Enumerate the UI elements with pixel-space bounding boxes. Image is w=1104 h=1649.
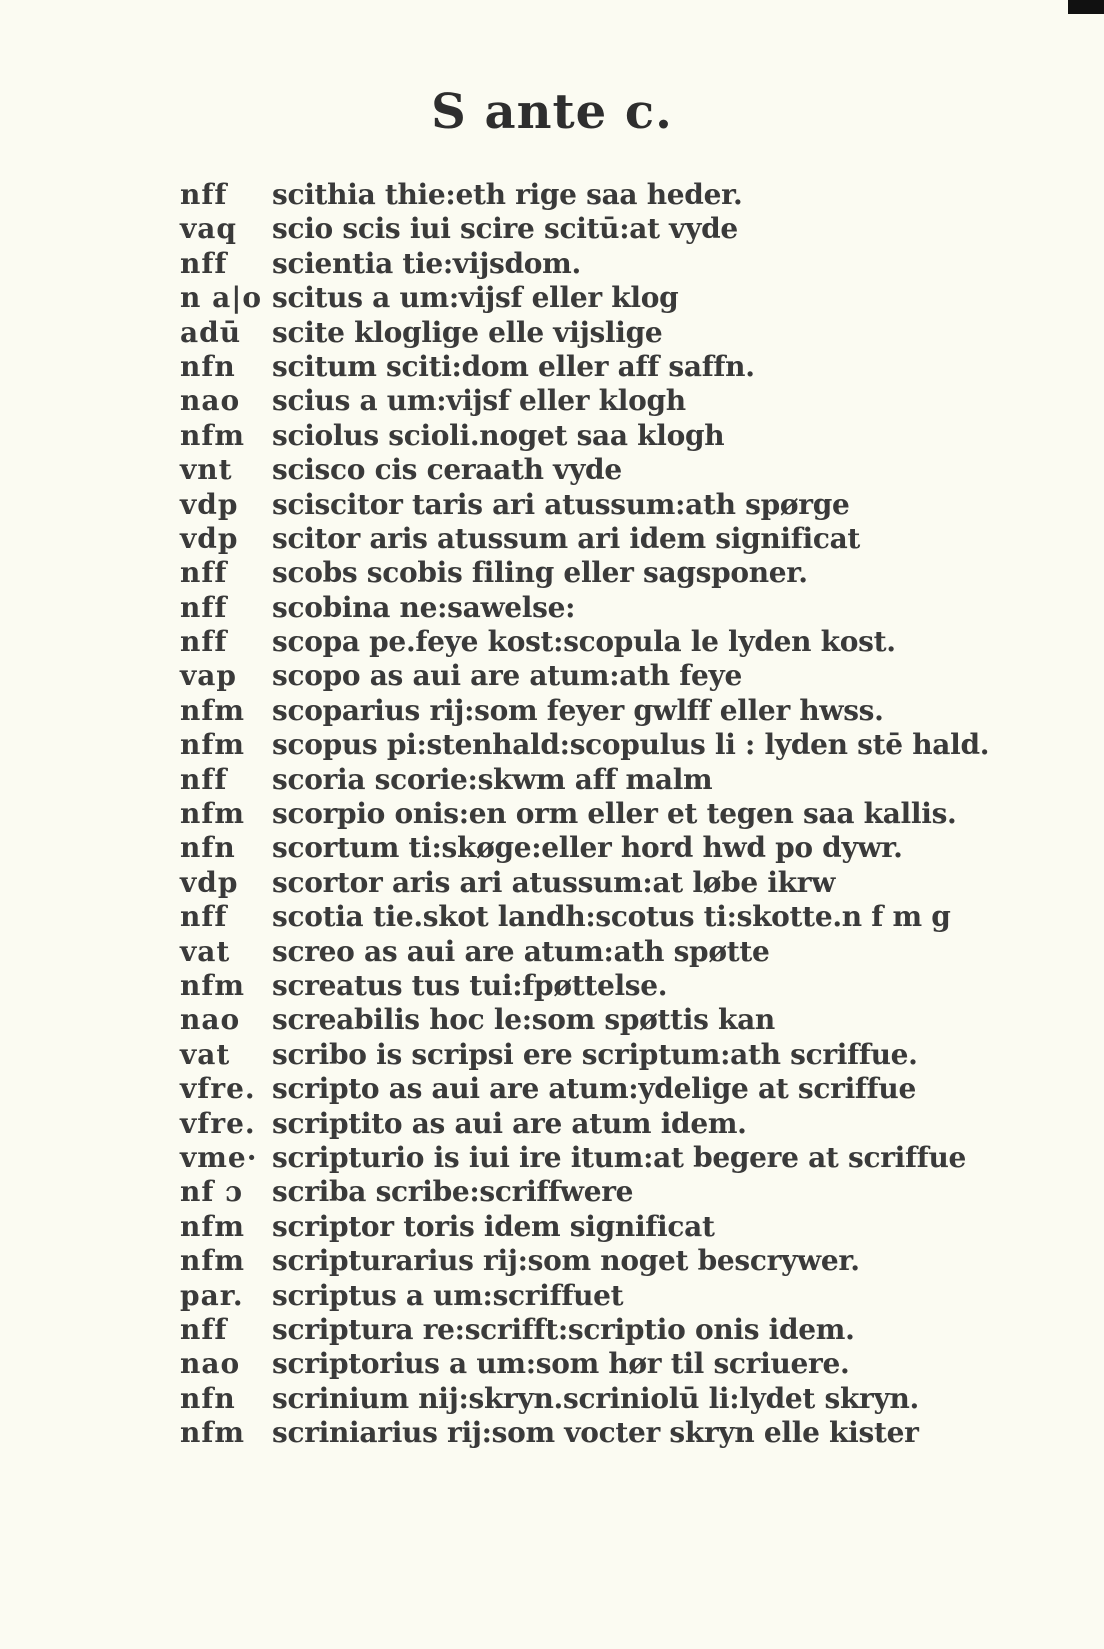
entry-grammar-tag: nao [180,1347,241,1381]
entry-row [180,659,960,693]
entry-row [180,1175,960,1209]
entry-text: scio scis iui scire scitū:at vyde [272,212,738,246]
entry-grammar-tag: vdp [180,865,239,899]
entry-grammar-tag: nfm [180,728,246,762]
entry-text: scriba scribe:scriffwere [272,1175,634,1209]
entry-text: screatus tus tui:fpøttelse. [272,968,668,1002]
entry-row [180,488,960,522]
entry-row [180,1313,960,1347]
entry-row [180,281,960,315]
entry-text: scriptito as aui are atum idem. [272,1106,747,1140]
entry-grammar-tag: par. [180,1278,244,1312]
entry-grammar-tag: nfm [180,1244,246,1278]
entry-grammar-tag: nfm [180,968,246,1002]
entry-row [180,1072,960,1106]
entry-text: scripto as aui are atum:ydelige at scriffue [272,1072,916,1106]
entry-text: scopa pe.feye kost:scopula le lyden kost. [272,625,896,659]
entry-grammar-tag: vap [180,659,237,693]
entry-text: scius a um:vijsf eller klogh [272,384,686,418]
entry-row [180,384,960,418]
entry-row [180,591,960,625]
entry-row [180,866,960,900]
entry-text: scithia thie:eth rige saa heder. [272,178,743,211]
entry-row [180,763,960,797]
entry-row [180,247,960,281]
entry-row [180,1416,960,1450]
entry-text: scitum sciti:dom eller aff saffn. [272,349,755,383]
entry-grammar-tag: nff [180,762,228,796]
entry-text: scriptorius a um:som hør til scriuere. [272,1347,850,1381]
entry-grammar-tag: nfm [180,797,246,831]
entry-grammar-tag: vfre. [180,1072,256,1106]
entry-grammar-tag: nff [180,625,228,659]
entry-row [180,316,960,350]
entry-grammar-tag: nff [180,590,228,624]
page-heading: S ante c. [431,84,673,140]
entry-row [180,212,960,246]
entry-row [180,1382,960,1416]
entry-text: scientia tie:vijsdom. [272,246,581,280]
entry-text: scoparius rij:som feyer gwlff eller hwss. [272,693,884,727]
entry-row [180,797,960,831]
entry-row [180,1279,960,1313]
entry-text: scriptor toris idem significat [272,1209,715,1243]
entry-row [180,419,960,453]
edge-mark [1068,0,1104,14]
entry-row [180,350,960,384]
entry-row [180,900,960,934]
entry-grammar-tag: nfn [180,349,236,383]
entry-grammar-tag: n a|o [180,281,263,315]
entry-list [180,178,990,1450]
entry-text: screabilis hoc le:som spøttis kan [272,1003,775,1037]
entry-text: scortor aris ari atussum:at løbe ikrw [272,865,836,899]
entry-row [180,625,960,659]
entry-text: screo as aui are atum:ath spøtte [272,934,770,968]
entry-text: scopus pi:stenhald:scopulus li : lyden stē hald. [272,728,990,762]
entry-text: scribo is scripsi ere scriptum:ath scriffue. [272,1037,918,1071]
entry-grammar-tag: nf ɔ [180,1175,244,1209]
entry-row [180,1244,960,1278]
entry-row [180,1038,960,1072]
entry-text: scobs scobis filing eller sagsponer. [272,556,808,590]
entry-text: scriniarius rij:som vocter skryn elle kister [272,1416,919,1450]
entry-row [180,178,960,212]
entry-row [180,1210,960,1244]
entry-grammar-tag: vnt [180,453,233,487]
entry-row [180,831,960,865]
entry-grammar-tag: vme· [180,1140,258,1174]
entry-row [180,935,960,969]
entry-row [180,1107,960,1141]
entry-row [180,453,960,487]
entry-text: scortum ti:skøge:eller hord hwd po dywr. [272,831,903,865]
entry-row [180,969,960,1003]
entry-row [180,1347,960,1381]
entry-grammar-tag: vat [180,934,231,968]
entry-text: scoria scorie:skwm aff malm [272,762,713,796]
entry-text: scrinium nij:skryn.scriniolū li:lydet skryn. [272,1381,919,1415]
entry-grammar-tag: nfn [180,1381,236,1415]
entry-text: scopo as aui are atum:ath feye [272,659,743,693]
entry-grammar-tag: nfm [180,418,246,452]
entry-grammar-tag: vaq [180,212,237,246]
entry-row [180,694,960,728]
entry-text: scorpio onis:en orm eller et tegen saa kallis. [272,797,957,831]
entry-grammar-tag: nao [180,384,241,418]
entry-grammar-tag: nff [180,178,228,211]
entry-grammar-tag: nfn [180,831,236,865]
entry-text: scripturio is iui ire itum:at begere at scriffue [272,1140,967,1174]
entry-grammar-tag: vfre. [180,1106,256,1140]
entry-text: sciolus scioli.noget saa klogh [272,418,725,452]
entry-grammar-tag: nfm [180,1416,246,1450]
entry-text: scriptura re:scrifft:scriptio onis idem. [272,1312,855,1346]
entry-row [180,728,990,762]
entry-text: scotia tie.skot landh:scotus ti:skotte.n f m g [272,900,951,934]
entry-grammar-tag: adū [180,315,242,349]
entry-text: scitus a um:vijsf eller klog [272,281,679,315]
entry-text: scitor aris atussum ari idem significat [272,521,861,555]
entry-text: scisco cis ceraath vyde [272,453,622,487]
entry-grammar-tag: vat [180,1037,231,1071]
entry-row [180,522,960,556]
entry-grammar-tag: nff [180,1312,228,1346]
entry-text: sciscitor taris ari atussum:ath spørge [272,487,850,521]
entry-text: scripturarius rij:som noget bescrywer. [272,1244,860,1278]
entry-text: scite kloglige elle vijslige [272,315,663,349]
entry-grammar-tag: nao [180,1003,241,1037]
entry-grammar-tag: nff [180,246,228,280]
entry-grammar-tag: vdp [180,487,239,521]
entry-grammar-tag: nff [180,900,228,934]
entry-grammar-tag: nfm [180,1209,246,1243]
entry-text: scriptus a um:scriffuet [272,1278,624,1312]
entry-grammar-tag: vdp [180,521,239,555]
entry-grammar-tag: nff [180,556,228,590]
entry-row [180,1003,960,1037]
entry-row [180,1140,967,1175]
entry-grammar-tag: nfm [180,693,246,727]
entry-row [180,556,960,590]
entry-text: scobina ne:sawelse: [272,590,576,624]
